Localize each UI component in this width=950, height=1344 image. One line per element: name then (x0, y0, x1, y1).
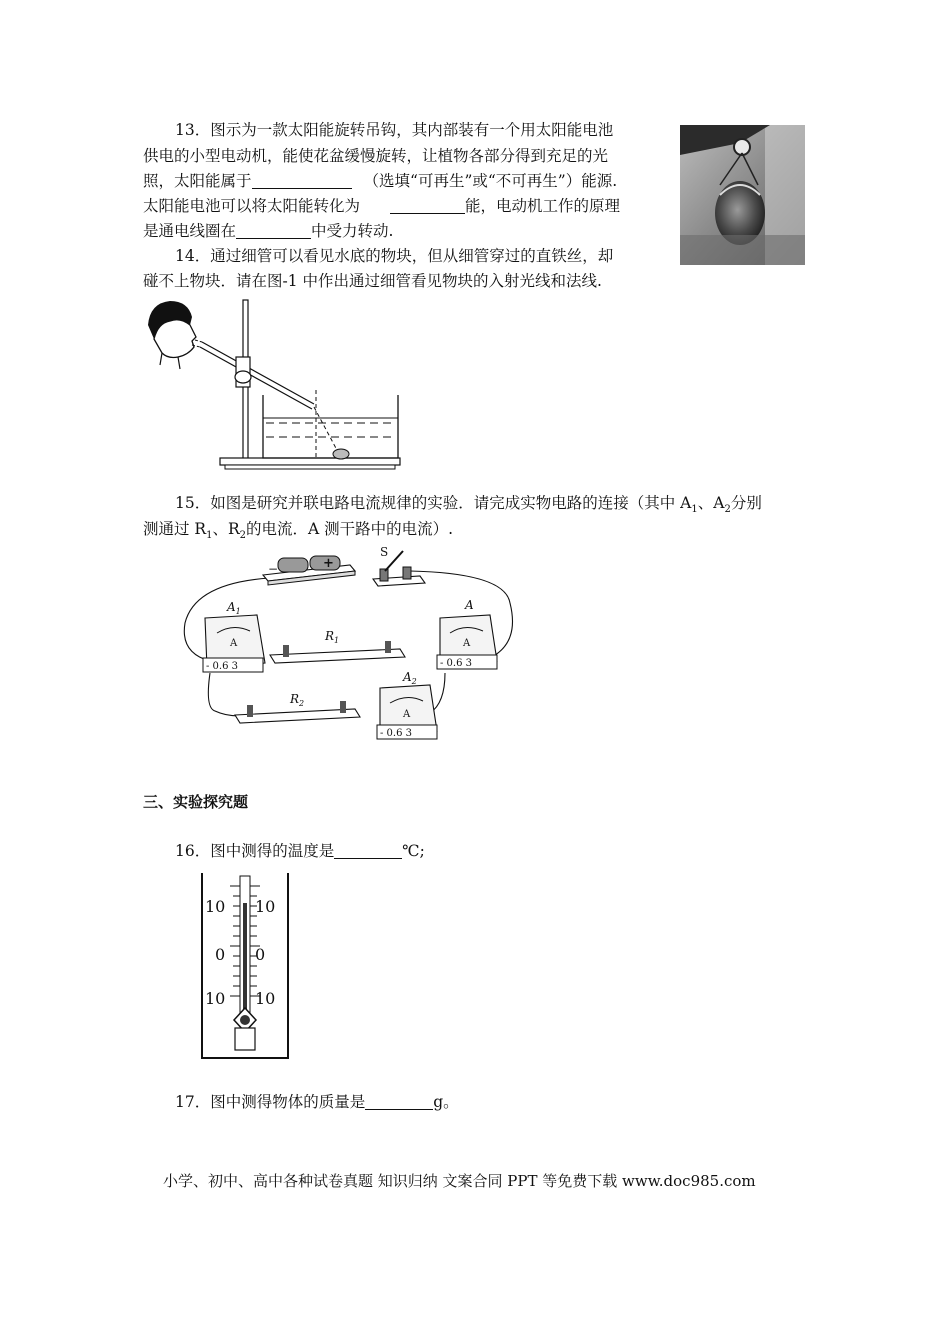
battery-holder (263, 556, 355, 585)
q13-text: 能，电动机工作的原理 (465, 197, 621, 215)
q13-line3 (143, 168, 617, 194)
a2-label: $A_2$ (403, 670, 417, 686)
resistor-r1 (270, 629, 405, 663)
a-label: A (465, 598, 474, 612)
q15-text: 15．如图是研究并联电路电流规律的实验．请完成实物电路的连接（其中 A (175, 494, 692, 512)
subscript: 2 (724, 504, 731, 516)
scale-label: 0 (215, 945, 226, 964)
battery-minus: − (268, 562, 279, 576)
q13-text: 中受力转动. (311, 222, 394, 240)
ammeter-symbol: A (230, 638, 238, 649)
circuit-figure (175, 543, 525, 753)
answer-blank[interactable] (252, 170, 352, 189)
q13-text: 照，太阳能属于 (143, 172, 252, 190)
observer-head (148, 301, 196, 369)
q15-text: 分别 (730, 494, 762, 512)
solar-hook-photo (680, 125, 805, 265)
q16-line (175, 838, 425, 864)
ammeter-symbol: A (463, 638, 471, 649)
q14-line1: 14．通过细管可以看见水底的物块，但从细管穿过的直铁丝，却 (175, 247, 614, 265)
q17-unit: g。 (433, 1093, 459, 1111)
terminal-labels: - 0.6 3 (440, 658, 473, 669)
scale-label: 10 (205, 897, 226, 916)
q15-text: 、R (212, 520, 240, 538)
q16-unit: ℃; (402, 842, 425, 860)
ammeter-main (437, 598, 497, 669)
resistor-r2 (235, 692, 360, 723)
scale-label: 10 (205, 989, 226, 1008)
answer-blank[interactable] (236, 220, 311, 239)
q13-line5 (143, 218, 393, 244)
q17-line (175, 1089, 459, 1115)
terminal-labels: - 0.6 3 (206, 661, 239, 672)
switch (373, 545, 425, 586)
scale-label: 10 (255, 989, 276, 1008)
battery-plus: + (323, 556, 334, 571)
q15-text: 的电流．A 测干路中的电流）. (246, 520, 454, 538)
q15-text: 测通过 R (143, 520, 207, 538)
subscript: 1 (691, 504, 698, 516)
footer-text: 小学、初中、高中各种试卷真题 知识归纳 文案合同 PPT 等免费下载 www.doc985.com (163, 1172, 756, 1190)
q13-line1: 13．图示为一款太阳能旋转吊钩，其内部装有一个用太阳能电池 (175, 121, 614, 139)
answer-blank[interactable] (390, 195, 465, 214)
scale-label: 10 (255, 897, 276, 916)
ammeter-a2 (377, 670, 437, 739)
ammeter-symbol: A (403, 709, 411, 720)
subscript: 1 (206, 530, 213, 542)
answer-blank[interactable] (365, 1091, 433, 1110)
tube-water-figure (140, 295, 410, 475)
scale-label: 0 (255, 945, 266, 964)
answer-blank[interactable] (334, 840, 402, 859)
q13-line4 (143, 193, 620, 219)
q17-text: 17．图中测得物体的质量是 (175, 1093, 366, 1111)
q15-text: 、A (697, 494, 725, 512)
a1-label: $A_1$ (227, 600, 241, 616)
q13-text: （选填“可再生”或“不可再生”）能源. (363, 172, 618, 190)
q13-text: 是通电线圈在 (143, 222, 237, 240)
q13-text: 太阳能电池可以将太阳能转化为 (143, 197, 361, 215)
q13-line2: 供电的小型电动机，能使花盆缓慢旋转，让植物各部分得到充足的光 (143, 147, 609, 165)
r2-label: $R_2$ (290, 692, 305, 708)
subscript: 2 (239, 530, 247, 542)
ammeter-a1 (203, 600, 265, 672)
switch-label: S (380, 545, 389, 559)
r1-label: $R_1$ (325, 629, 340, 645)
q14-line2: 碰不上物块．请在图-1 中作出通过细管看见物块的入射光线和法线. (143, 272, 602, 290)
q16-text: 16．图中测得的温度是 (175, 842, 335, 860)
section-heading: 三、实验探究题 (143, 793, 249, 811)
thermometer-figure (195, 868, 295, 1063)
terminal-labels: - 0.6 3 (380, 728, 413, 739)
